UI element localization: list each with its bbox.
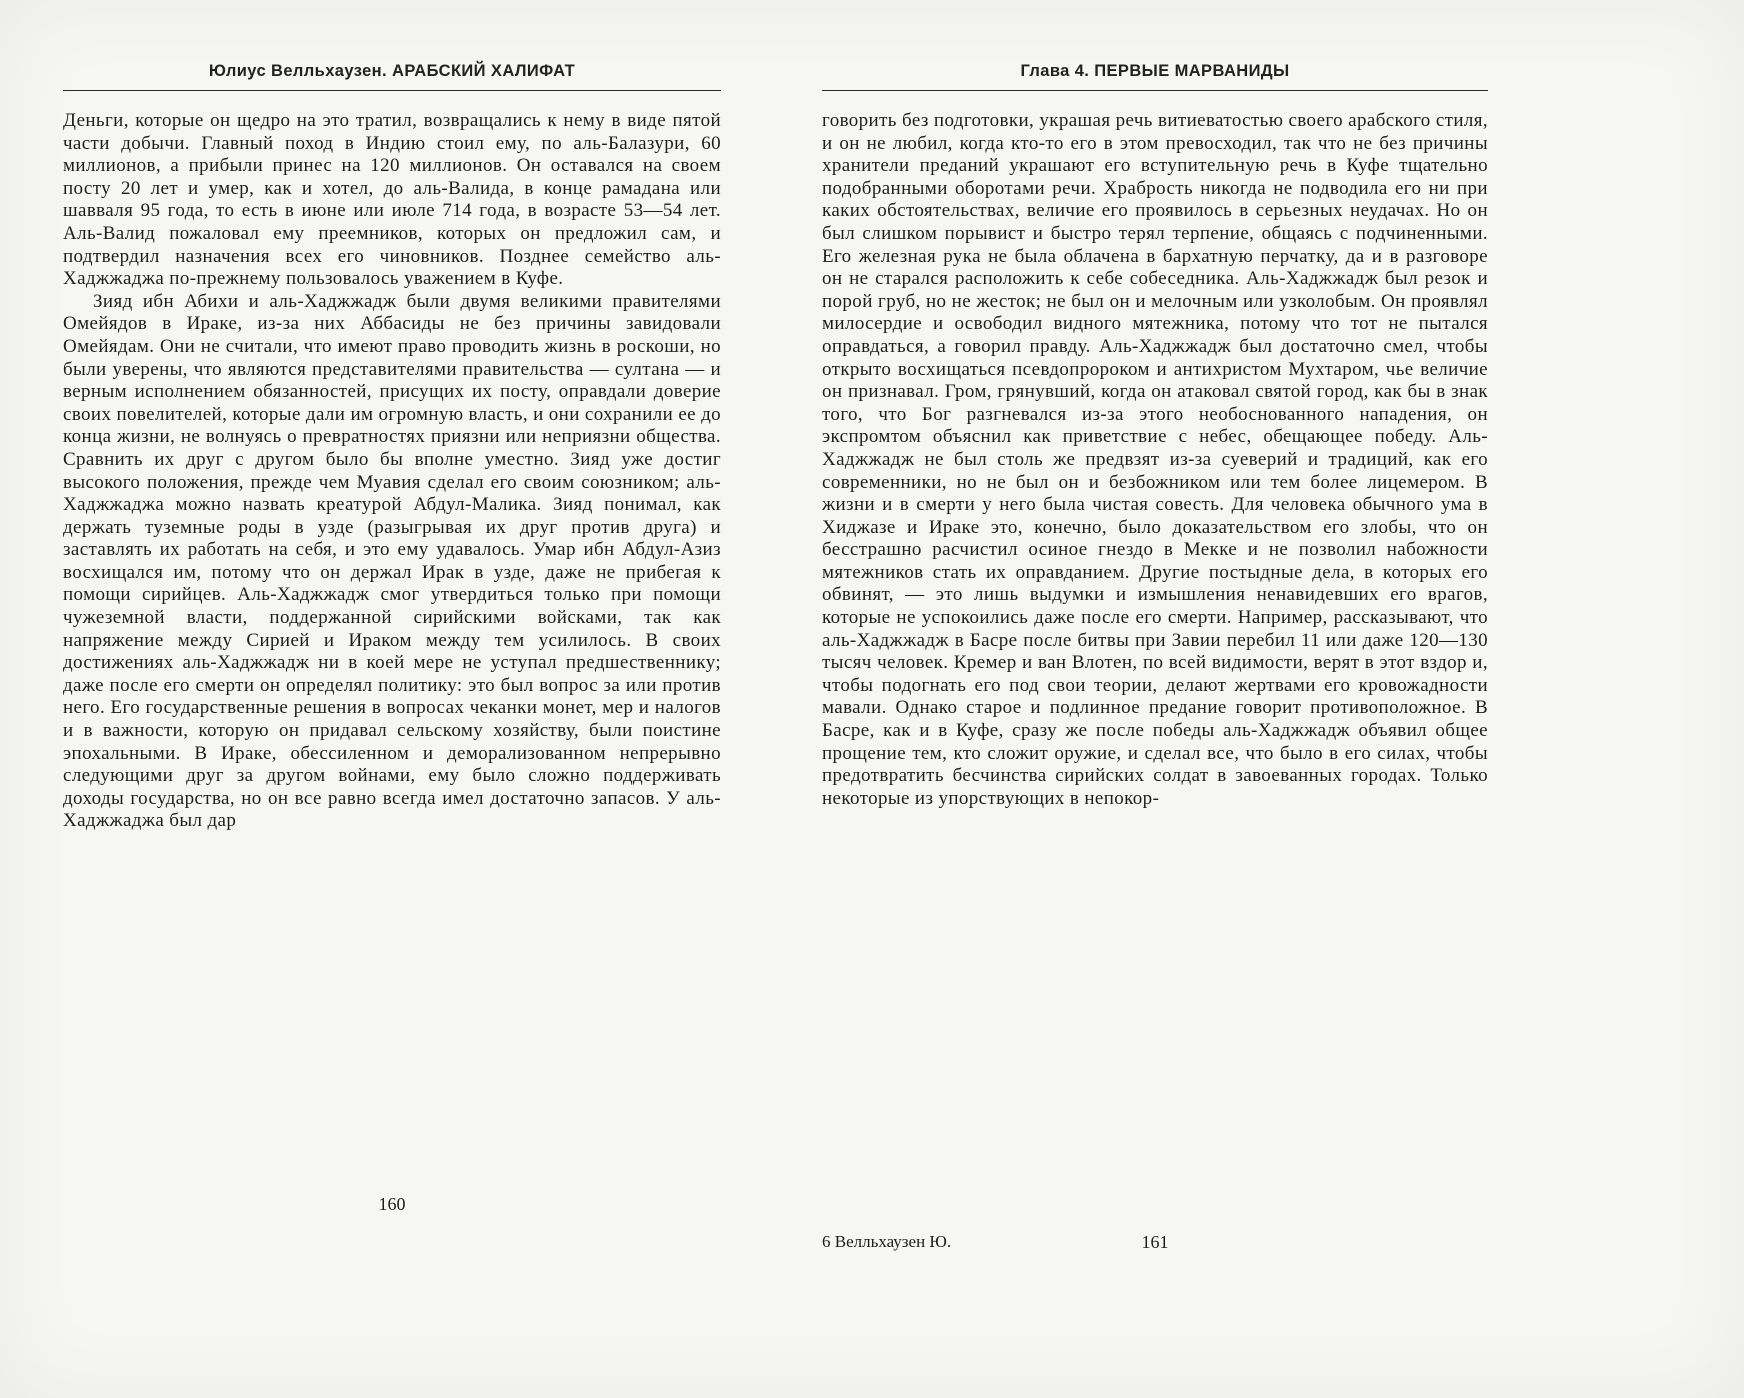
paragraph: Деньги, которые он щедро на это тратил, возвращались к нему в виде пятой части добычи. Главный поход в Индию стоил ему, по аль-Балазури, 60 миллионов, а прибыли принес на 120 миллионов. Он оставался на своем посту 20 лет и умер, как и хотел, до аль-Валида, в конце рамадана или шавваля 95 года, то есть в июне или июле 714 года, в возрасте 53—54 лет. Аль-Валид пожаловал ему преемников, которых он предложил сам, и подтвердил назначения всех его чиновников. Позднее семейство аль-Хаджжаджа по-прежнему пользовалось уважением в Куфе. bbox=[63, 110, 721, 290]
page-number-right: 161 bbox=[1141, 1232, 1169, 1252]
header-rule-right bbox=[822, 90, 1488, 91]
printer-signature-mark: 6 Велльхаузен Ю. bbox=[822, 1232, 952, 1251]
page-left bbox=[63, 62, 721, 1214]
running-head-right: Глава 4. ПЕРВЫЕ МАРВАНИДЫ bbox=[1020, 62, 1290, 80]
page-body-right bbox=[822, 110, 1488, 810]
header-rule-left bbox=[63, 90, 721, 91]
running-head-left: Юлиус Велльхаузен. АРАБСКИЙ ХАЛИФАТ bbox=[208, 62, 576, 80]
page-right bbox=[822, 62, 1488, 1252]
paragraph: Зияд ибн Абихи и аль-Хаджжадж были двумя великими правителями Омейядов в Ираке, из-за них Аббасиды не без причины завидовали Омейядам. Они не считали, что имеют право проводить жизнь в роскоши, но были уверены, что являются представителями правительства — султана — и верным исполнением обязанностей, присущих их посту, оправдали доверие своих повелителей, которые дали им огромную власть, и они сохранили ее до конца жизни, не волнуясь о превратностях приязни или неприязни общества. Сравнить их друг с другом было бы вполне уместно. Зияд уже достиг высокого положения, прежде чем Муавия сделал его своим союзником; аль-Хаджжаджа можно назвать креатурой Абдул-Малика. Зияд понимал, как держать туземные роды в узде (разыгрывая их друг против друга) и заставлять их работать на себя, и это ему удавалось. Умар ибн Абдул-Азиз восхищался им, потому что он держал Ирак в узде, даже не прибегая к помощи сирийцев. Аль-Хаджжадж смог утвердиться только при помощи чужеземной власти, поддержанной сирийскими войсками, так как напряжение между Сирией и Ираком между тем усилилось. В своих достижениях аль-Хаджжадж ни в коей мере не уступал предшественнику; даже после его смерти он определял политику: это был вопрос за или против него. Его государственные решения в вопросах чеканки монет, мер и налогов и в важности, которую он придавал сельскому хозяйству, были поистине эпохальными. В Ираке, обессиленном и деморализованном непрерывно следующими друг за другом войнами, ему было сложно поддерживать доходы государства, но он все равно всегда имел достаточно запасов. У аль-Хаджжаджа был дар bbox=[63, 290, 721, 832]
paragraph: говорить без подготовки, украшая речь витиеватостью своего арабского стиля, и он не любил, когда кто-то его в этом превосходил, так что не без причины хранители преданий украшают его вступительную речь в Куфе тщательно подобранными оборотами речи. Храбрость никогда не подводила его ни при каких обстоятельствах, величие его проявилось в серьезных неудачах. Но он был слишком порывист и быстро терял терпение, общаясь с подчиненными. Его железная рука не была облачена в бархатную перчатку, да и в разговоре он не старался расположить к себе собеседника. Аль-Хаджжадж был резок и порой груб, но не жесток; не был он и мелочным или узколобым. Он проявлял милосердие и освободил видного мятежника, потому что тот не пытался оправдаться, а говорил правду. Аль-Хаджжадж был достаточно смел, чтобы открыто восхищаться псевдопророком и антихристом Мухтаром, чье величие он признавал. Гром, грянувший, когда он атаковал святой город, как бы в знак того, что Бог разгневался из-за этого необоснованного нападения, он экспромтом объяснил как приветствие с небес, обещающее победу. Аль-Хаджжадж не был столь же предвзят из-за суеверий и традиций, как его современники, но не был он и безбожником или тем более лицемером. В жизни и в смерти у него была чистая совесть. Для человека обычного ума в Хиджазе и Ираке это, конечно, было доказательством его злобы, что он бесстрашно расчистил осиное гнездо в Мекке и не позволил набожности мятежников стать их оправданием. Другие постыдные дела, в которых его обвинят, — это лишь выдумки и измышления ненавидевших его врагов, которые не успокоились даже после его смерти. Например, рассказывают, что аль-Хаджжадж в Басре после битвы при Завии перебил 11 или даже 120—130 тысяч человек. Кремер и ван Влотен, по всей видимости, верят в этот вздор и, чтобы подогнать его под свои теории, делают жертвами его кровожадности мавали. Однако старое и подлинное предание говорит противоположное. В Басре, как и в Куфе, сразу же после победы аль-Хаджжадж объявил общее прощение тем, кто сложит оружие, и сделал все, что было в его силах, чтобы предотвратить бесчинства сирийских солдат в завоеванных городах. Только некоторые из упорствующих в непокор- bbox=[822, 110, 1488, 809]
page-body-left bbox=[63, 110, 721, 833]
page-number-left: 160 bbox=[378, 1194, 406, 1214]
